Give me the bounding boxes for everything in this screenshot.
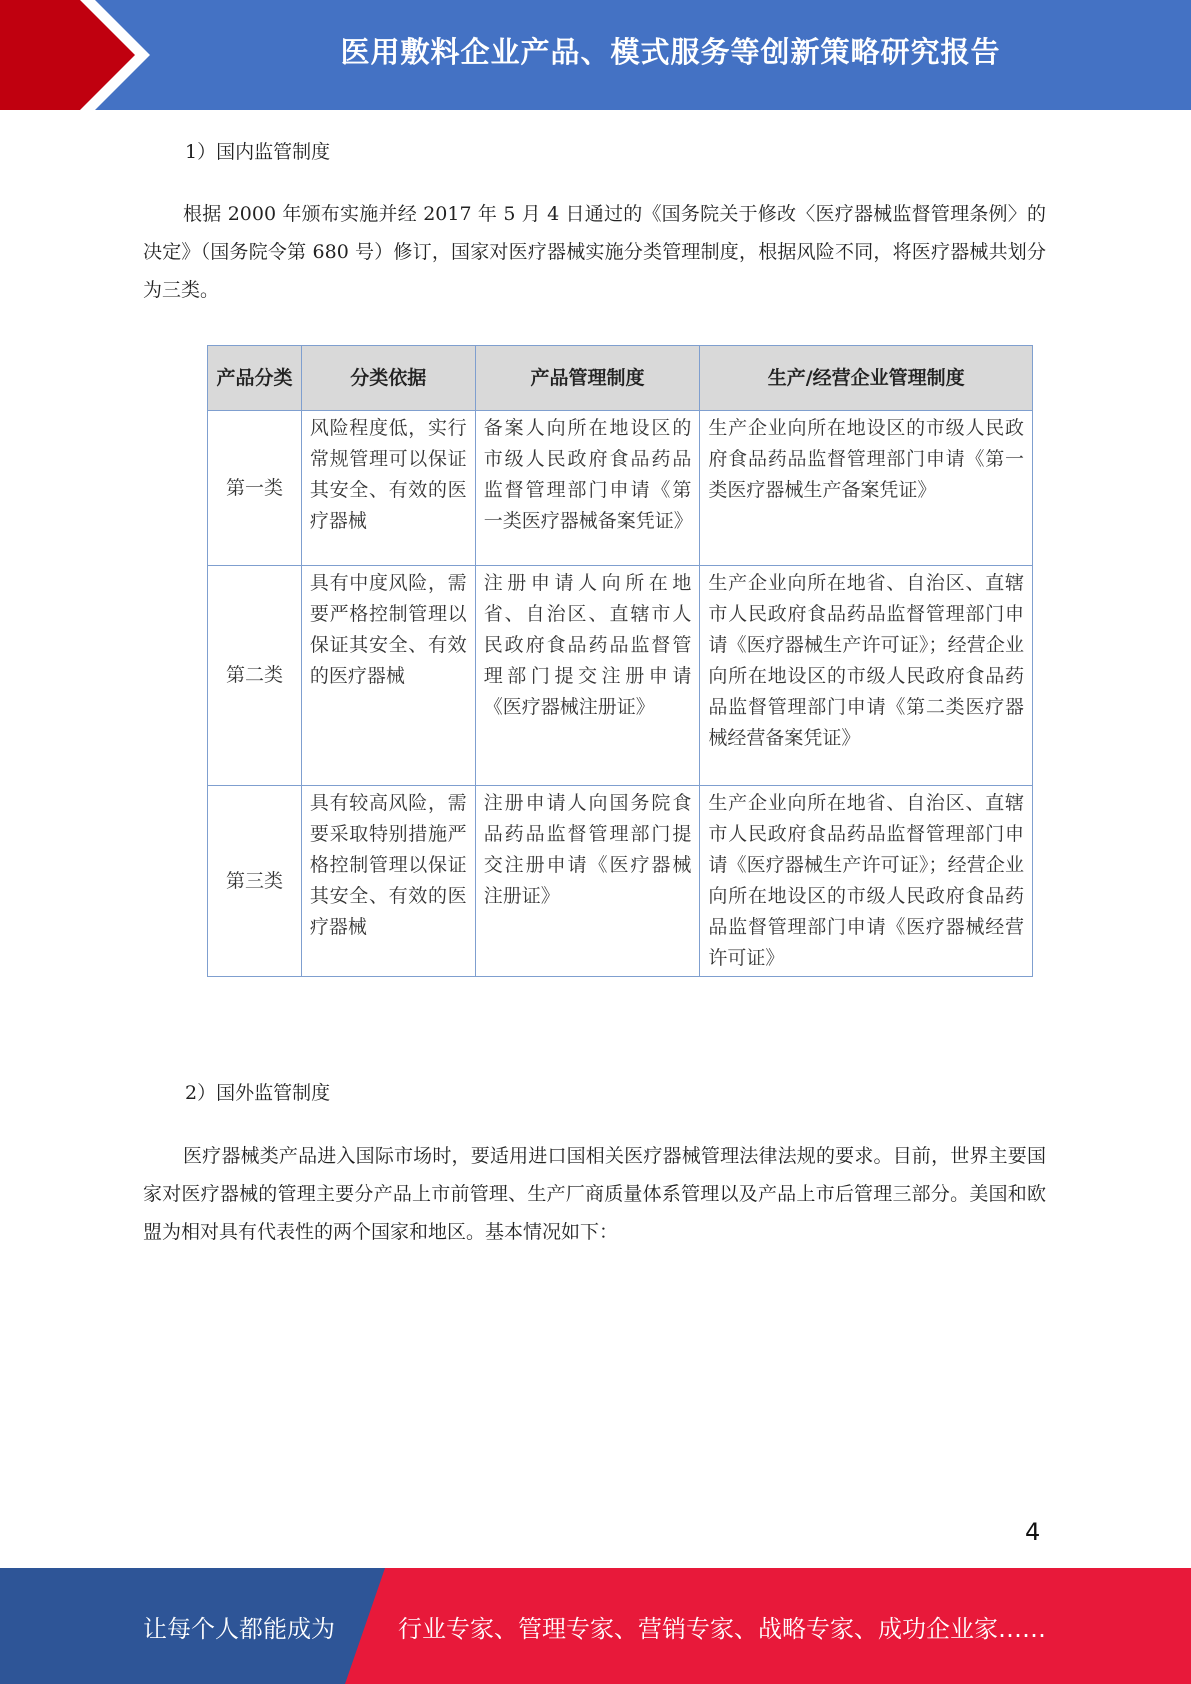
section-heading-foreign: 2）国外监管制度: [185, 1082, 331, 1104]
table-cell-basis: 风险程度低，实行常规管理可以保证其安全、有效的医疗器械: [301, 411, 475, 566]
table-header-cell: 生产/经营企业管理制度: [700, 346, 1033, 411]
page-header: [0, 0, 1191, 110]
table-cell-category: 第二类: [208, 566, 302, 786]
footer-slogan-left: 让每个人都能成为: [143, 1614, 335, 1643]
table-header-row: [208, 346, 1033, 411]
table-cell-enterprise: 生产企业向所在地省、自治区、直辖市人民政府食品药品监督管理部门申请《医疗器械生产许可证》；经营企业向所在地设区的市级人民政府食品药品监督管理部门申请《第二类医疗器械经营备案凭证》: [700, 566, 1033, 786]
table-cell-product: 注册申请人向所在地省、自治区、直辖市人民政府食品药品监督管理部门提交注册申请《医疗器械注册证》: [475, 566, 700, 786]
table-cell-basis: 具有较高风险，需要采取特别措施严格控制管理以保证其安全、有效的医疗器械: [301, 786, 475, 977]
table-header-cell: 产品分类: [208, 346, 302, 411]
section-paragraph-foreign: [143, 1137, 1046, 1251]
table-cell-basis: 具有中度风险，需要严格控制管理以保证其安全、有效的医疗器械: [301, 566, 475, 786]
footer-slogan-right: 行业专家、管理专家、营销专家、战略专家、成功企业家……: [398, 1614, 1046, 1643]
page-number: 4: [1025, 1518, 1041, 1546]
table-cell-enterprise: 生产企业向所在地设区的市级人民政府食品药品监督管理部门申请《第一类医疗器械生产备案凭证》: [700, 411, 1033, 566]
table-cell-category: 第三类: [208, 786, 302, 977]
table-cell-product: 备案人向所在地设区的市级人民政府食品药品监督管理部门申请《第一类医疗器械备案凭证》: [475, 411, 700, 566]
table-cell-category: 第一类: [208, 411, 302, 566]
table-header-cell: 分类依据: [301, 346, 475, 411]
section-paragraph-domestic: [143, 195, 1046, 309]
table-cell-product: 注册申请人向国务院食品药品监督管理部门提交注册申请《医疗器械注册证》: [475, 786, 700, 977]
table-row: [208, 786, 1033, 977]
section-heading-domestic: 1）国内监管制度: [185, 141, 331, 163]
classification-table: [207, 345, 1033, 977]
table-row: [208, 411, 1033, 566]
paragraph-text: 医疗器械类产品进入国际市场时，要适用进口国相关医疗器械管理法律法规的要求。目前，世界主要国家对医疗器械的管理主要分产品上市前管理、生产厂商质量体系管理以及产品上市后管理三部分。美国和欧盟为相对具有代表性的两个国家和地区。基本情况如下：: [143, 1145, 1046, 1243]
table-cell-enterprise: 生产企业向所在地省、自治区、直辖市人民政府食品药品监督管理部门申请《医疗器械生产许可证》；经营企业向所在地设区的市级人民政府食品药品监督管理部门申请《医疗器械经营许可证》: [700, 786, 1033, 977]
paragraph-text: 根据 2000 年颁布实施并经 2017 年 5 月 4 日通过的《国务院关于修改〈医疗器械监督管理条例〉的决定》（国务院令第 680 号）修订，国家对医疗器械实施分类管理制度，根据风险不同，将医疗器械共划分为三类。: [143, 203, 1046, 301]
table-header-cell: 产品管理制度: [475, 346, 700, 411]
report-title: 医用敷料企业产品、模式服务等创新策略研究报告: [340, 34, 1001, 69]
page-footer: [0, 1568, 1191, 1684]
table-row: [208, 566, 1033, 786]
